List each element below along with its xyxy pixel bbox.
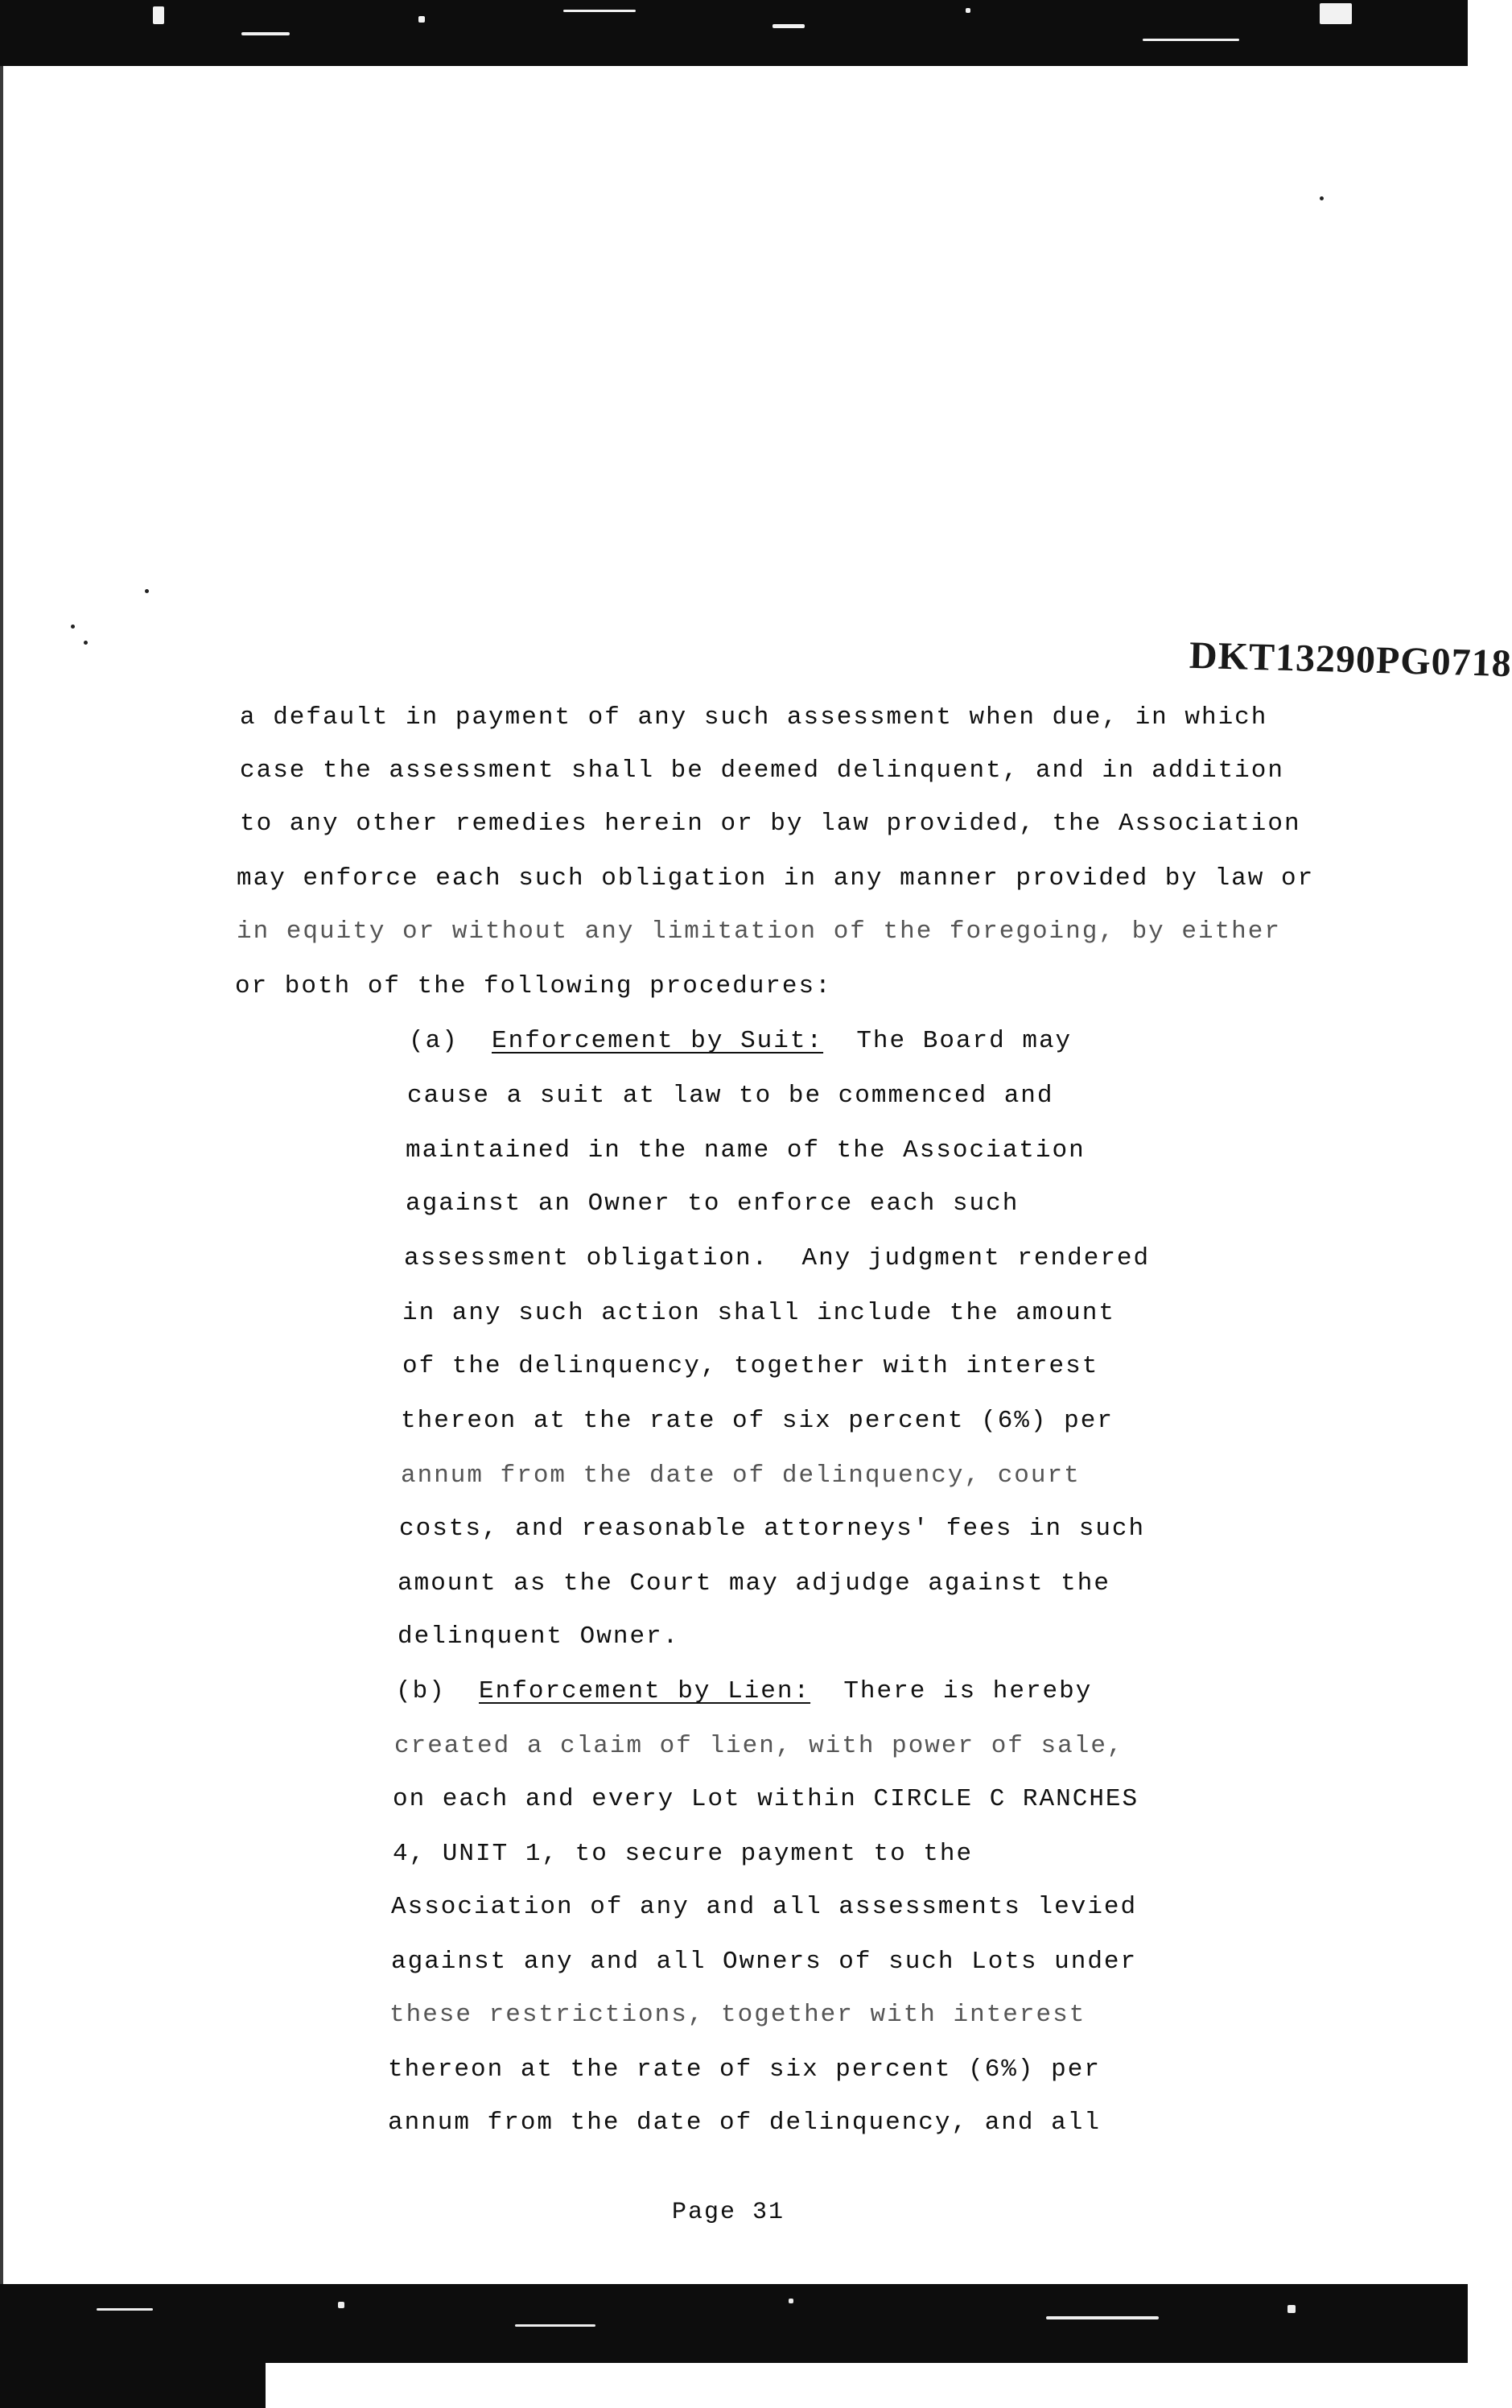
body-text-line: may enforce each such obligation in any manner provided by law or [237, 864, 1315, 893]
scan-border-bottom [0, 2284, 1468, 2408]
scan-dot [71, 625, 75, 629]
section-a-line: amount as the Court may adjudge against the [398, 1569, 1110, 1598]
section-b-line: thereon at the rate of six percent (6%) per [388, 2055, 1101, 2084]
body-text-line: in equity or without any limitation of the foregoing, by either [237, 917, 1281, 946]
section-a-line: maintained in the name of the Association [406, 1136, 1086, 1165]
body-text-line: or both of the following procedures: [235, 972, 832, 1000]
section-a-heading-line [409, 1025, 1072, 1058]
section-b-line: against any and all Owners of such Lots under [391, 1948, 1138, 1976]
section-a-line: against an Owner to enforce each such [406, 1190, 1020, 1218]
body-text-line: a default in payment of any such assessment when due, in which [240, 703, 1268, 732]
section-b-line: these restrictions, together with interest [389, 2001, 1086, 2029]
section-b-line: Association of any and all assessments levied [391, 1893, 1138, 1921]
section-b-heading: Enforcement by Lien: [479, 1677, 811, 1705]
section-a-line: of the delinquency, together with interest [402, 1352, 1099, 1380]
section-a-line: costs, and reasonable attorneys' fees in such [399, 1515, 1146, 1543]
scan-dot [1320, 196, 1324, 200]
body-text-line: to any other remedies herein or by law provided, the Association [240, 810, 1301, 838]
page-number: Page 31 [672, 2199, 785, 2226]
scan-left-edge [0, 66, 3, 2284]
section-a-line: thereon at the rate of six percent (6%) per [401, 1407, 1114, 1435]
section-b-heading-line [396, 1676, 1092, 1708]
scan-border-top [0, 0, 1468, 66]
section-a-line: assessment obligation. Any judgment rendered [404, 1244, 1151, 1272]
body-text-line: case the assessment shall be deemed delinquent, and in addition [240, 757, 1284, 785]
scan-dot [145, 589, 149, 593]
section-a-heading: Enforcement by Suit: [492, 1027, 824, 1055]
section-b-line: on each and every Lot within CIRCLE C RANCHES [393, 1785, 1139, 1813]
section-a-line: cause a suit at law to be commenced and [407, 1082, 1054, 1110]
section-b-first-line: There is hereby [843, 1677, 1093, 1705]
section-a-first-line: The Board may [856, 1027, 1073, 1055]
docket-stamp: DKT13290PG0718 [1189, 633, 1512, 686]
section-b-line: 4, UNIT 1, to secure payment to the [393, 1840, 974, 1868]
section-a-line: delinquent Owner. [398, 1623, 680, 1651]
section-b-line: created a claim of lien, with power of sale, [394, 1732, 1124, 1760]
section-a-line: in any such action shall include the amount [402, 1299, 1115, 1327]
scan-dot [84, 641, 88, 645]
section-b-marker: (b) [396, 1677, 446, 1705]
section-b-line: annum from the date of delinquency, and all [388, 2109, 1101, 2137]
section-a-line: annum from the date of delinquency, court [401, 1462, 1081, 1490]
section-a-marker: (a) [409, 1027, 459, 1055]
